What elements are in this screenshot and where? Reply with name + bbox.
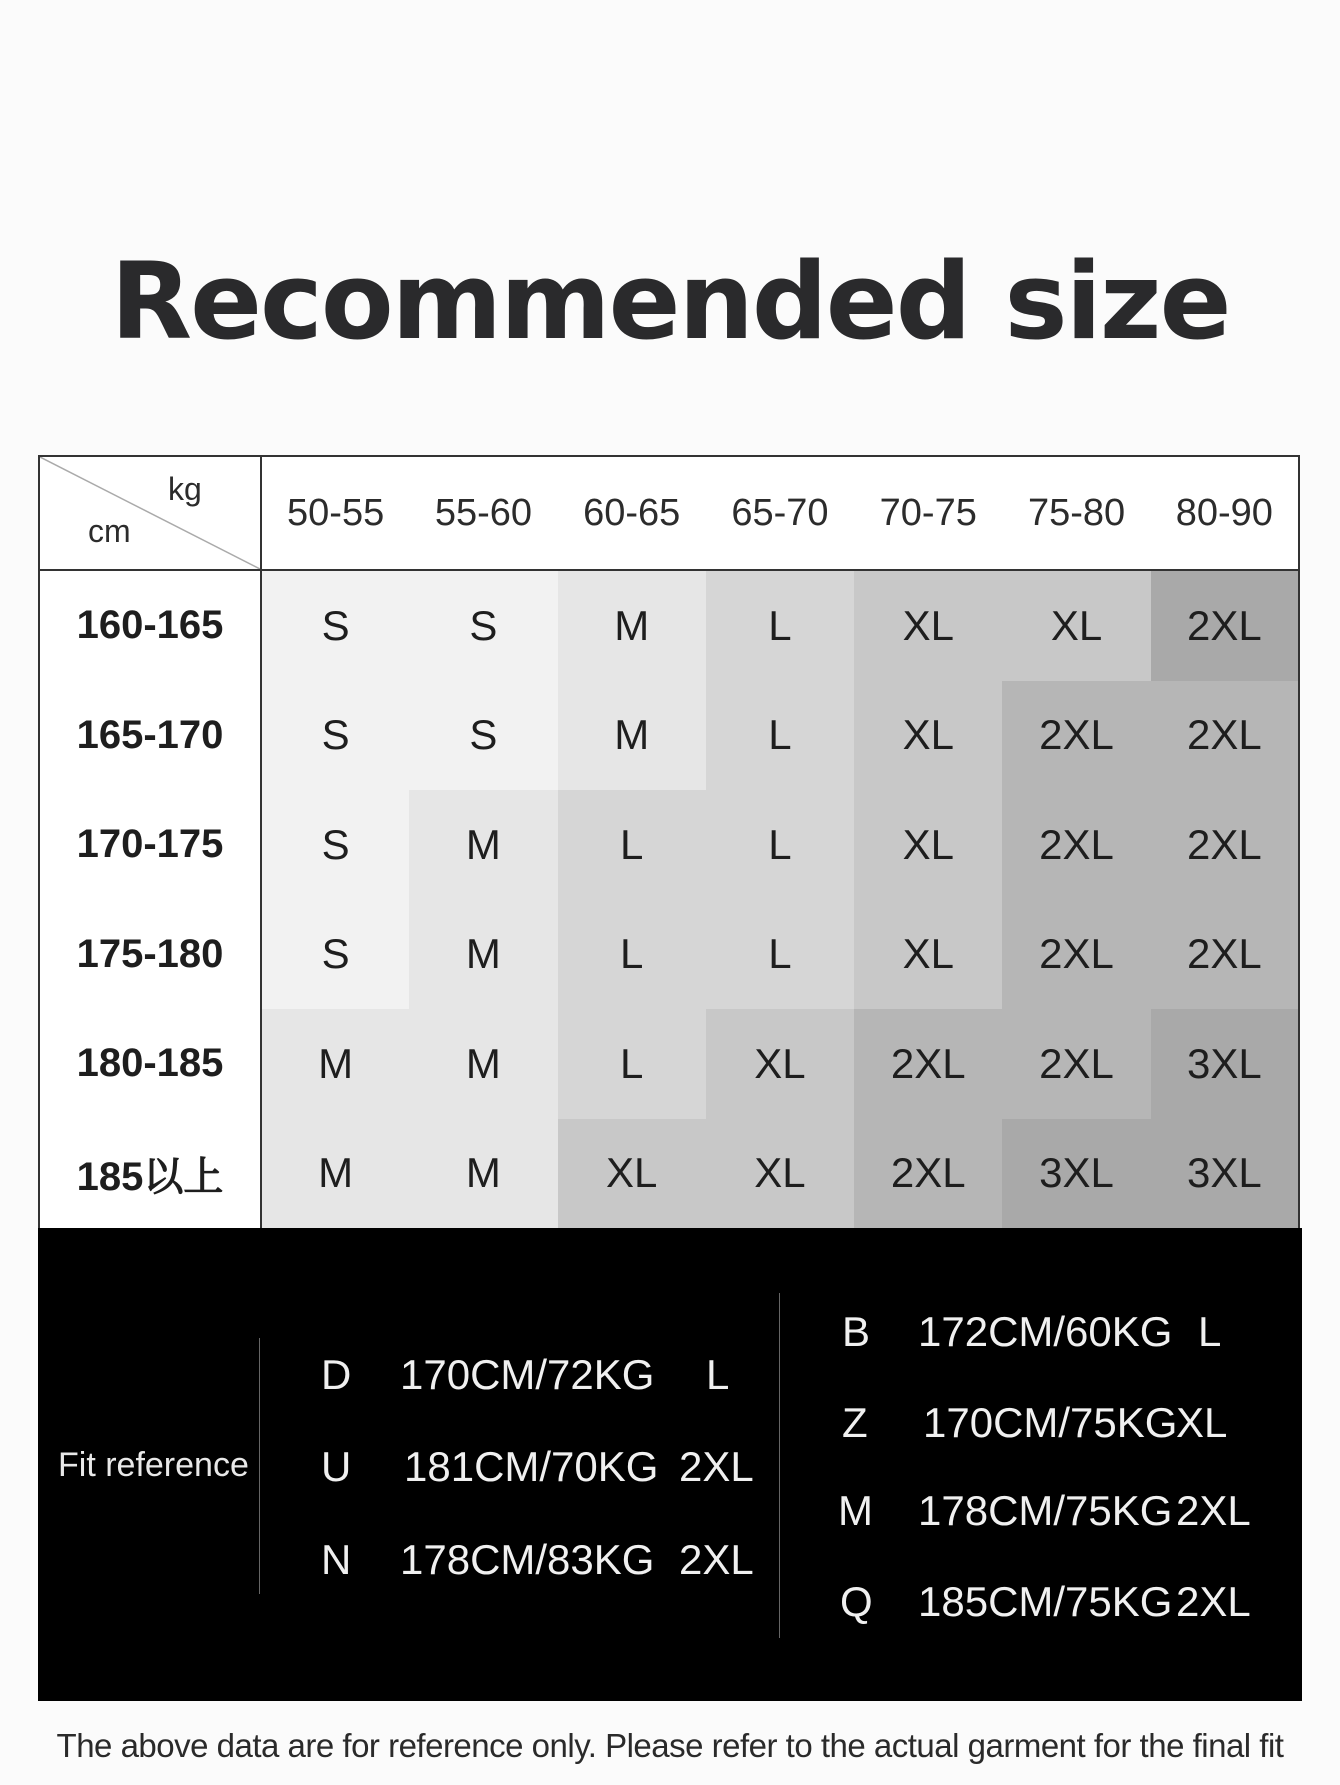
size-cell: 2XL <box>1002 681 1150 791</box>
height-unit-label: cm <box>88 513 131 549</box>
size-cell: 2XL <box>1151 790 1299 900</box>
size-cell: S <box>261 681 409 791</box>
model-measure: 185CM/75KG <box>918 1578 1173 1625</box>
weight-range-header: 70-75 <box>854 456 1002 570</box>
model-measure: 178CM/75KG <box>918 1487 1173 1534</box>
model-letter: Q <box>840 1578 873 1625</box>
fit-reference-panel <box>38 1228 1302 1701</box>
model-letter: N <box>321 1536 352 1583</box>
model-size: 2XL <box>1176 1487 1251 1534</box>
weight-range-header: 55-60 <box>409 456 557 570</box>
size-cell: XL <box>854 681 1002 791</box>
size-cell: L <box>706 570 854 681</box>
size-cell: L <box>706 681 854 791</box>
size-cell: 3XL <box>1002 1119 1150 1229</box>
size-cell: 2XL <box>854 1119 1002 1229</box>
table-row <box>39 570 1299 681</box>
size-cell: S <box>261 570 409 681</box>
size-cell: L <box>706 790 854 900</box>
fit-reference-entry <box>38 1487 1302 1537</box>
model-letter: U <box>321 1443 352 1490</box>
model-letter: D <box>321 1351 352 1398</box>
table-row <box>39 1119 1299 1229</box>
weight-range-header: 75-80 <box>1002 456 1150 570</box>
size-cell: L <box>558 790 706 900</box>
page-title: Recommended size <box>110 240 1230 363</box>
fit-reference-entry <box>38 1578 1302 1628</box>
size-cell: 2XL <box>1151 681 1299 791</box>
table-row <box>39 681 1299 791</box>
model-measure: 170CM/75KG <box>923 1399 1178 1446</box>
model-letter: Z <box>842 1399 868 1446</box>
model-letter: B <box>842 1308 871 1355</box>
model-letter: M <box>838 1487 873 1534</box>
weight-unit-label: kg <box>168 471 202 507</box>
size-cell: 2XL <box>1002 900 1150 1010</box>
size-cell: 2XL <box>1002 790 1150 900</box>
size-cell: M <box>409 790 557 900</box>
model-size: 2XL <box>679 1443 754 1490</box>
fit-reference-entry <box>38 1399 1302 1449</box>
size-cell: M <box>409 900 557 1010</box>
model-measure: 178CM/83KG <box>400 1536 655 1583</box>
disclaimer-note: The above data are for reference only. Please refer to the actual garment for the final fit <box>56 1727 1284 1764</box>
weight-range-header: 60-65 <box>558 456 706 570</box>
size-cell: M <box>558 681 706 791</box>
table-row <box>39 900 1299 1010</box>
size-cell: M <box>409 1119 557 1229</box>
size-cell: M <box>409 1009 557 1119</box>
table-row <box>39 1009 1299 1119</box>
fit-reference-entry <box>38 1351 779 1401</box>
size-cell: L <box>558 900 706 1010</box>
size-cell: S <box>409 570 557 681</box>
height-range-label: 175-180 <box>39 900 261 1010</box>
corner-cell <box>39 456 261 570</box>
size-cell: XL <box>706 1009 854 1119</box>
model-measure: 181CM/70KG <box>404 1443 659 1490</box>
height-range-label: 185以上 <box>39 1119 261 1229</box>
fit-reference-entry <box>38 1443 779 1493</box>
size-cell: XL <box>854 570 1002 681</box>
height-range-label: 180-185 <box>39 1009 261 1119</box>
size-cell: L <box>706 900 854 1010</box>
height-range-label: 160-165 <box>39 570 261 681</box>
size-cell: 3XL <box>1151 1009 1299 1119</box>
model-size: 2XL <box>1176 1578 1251 1625</box>
weight-range-header: 65-70 <box>706 456 854 570</box>
weight-range-header: 80-90 <box>1151 456 1299 570</box>
size-cell: XL <box>854 900 1002 1010</box>
size-cell: M <box>261 1119 409 1229</box>
model-size: 2XL <box>679 1536 754 1583</box>
size-cell: S <box>261 790 409 900</box>
size-cell: XL <box>1002 570 1150 681</box>
model-measure: 172CM/60KG <box>918 1308 1173 1355</box>
model-size: L <box>1198 1308 1222 1355</box>
fit-reference-label: Fit reference <box>58 1446 249 1484</box>
height-range-label: 165-170 <box>39 681 261 791</box>
height-range-label: 170-175 <box>39 790 261 900</box>
table-row <box>39 790 1299 900</box>
size-cell: 2XL <box>1151 900 1299 1010</box>
size-cell: XL <box>706 1119 854 1229</box>
size-cell: L <box>558 1009 706 1119</box>
size-cell: 2XL <box>854 1009 1002 1119</box>
size-cell: S <box>409 681 557 791</box>
size-cell: M <box>261 1009 409 1119</box>
weight-header-row <box>39 456 1299 570</box>
size-cell: 3XL <box>1151 1119 1299 1229</box>
weight-range-header: 50-55 <box>261 456 409 570</box>
size-chart-table <box>38 455 1300 1228</box>
model-size: L <box>706 1351 730 1398</box>
model-measure: 170CM/72KG <box>400 1351 655 1398</box>
size-cell: XL <box>854 790 1002 900</box>
diagonal-divider <box>40 457 260 569</box>
size-cell: M <box>558 570 706 681</box>
size-cell: 2XL <box>1002 1009 1150 1119</box>
model-size: XL <box>1176 1399 1228 1446</box>
fit-reference-entry <box>38 1308 1302 1358</box>
size-cell: 2XL <box>1151 570 1299 681</box>
size-cell: XL <box>558 1119 706 1229</box>
size-cell: S <box>261 900 409 1010</box>
